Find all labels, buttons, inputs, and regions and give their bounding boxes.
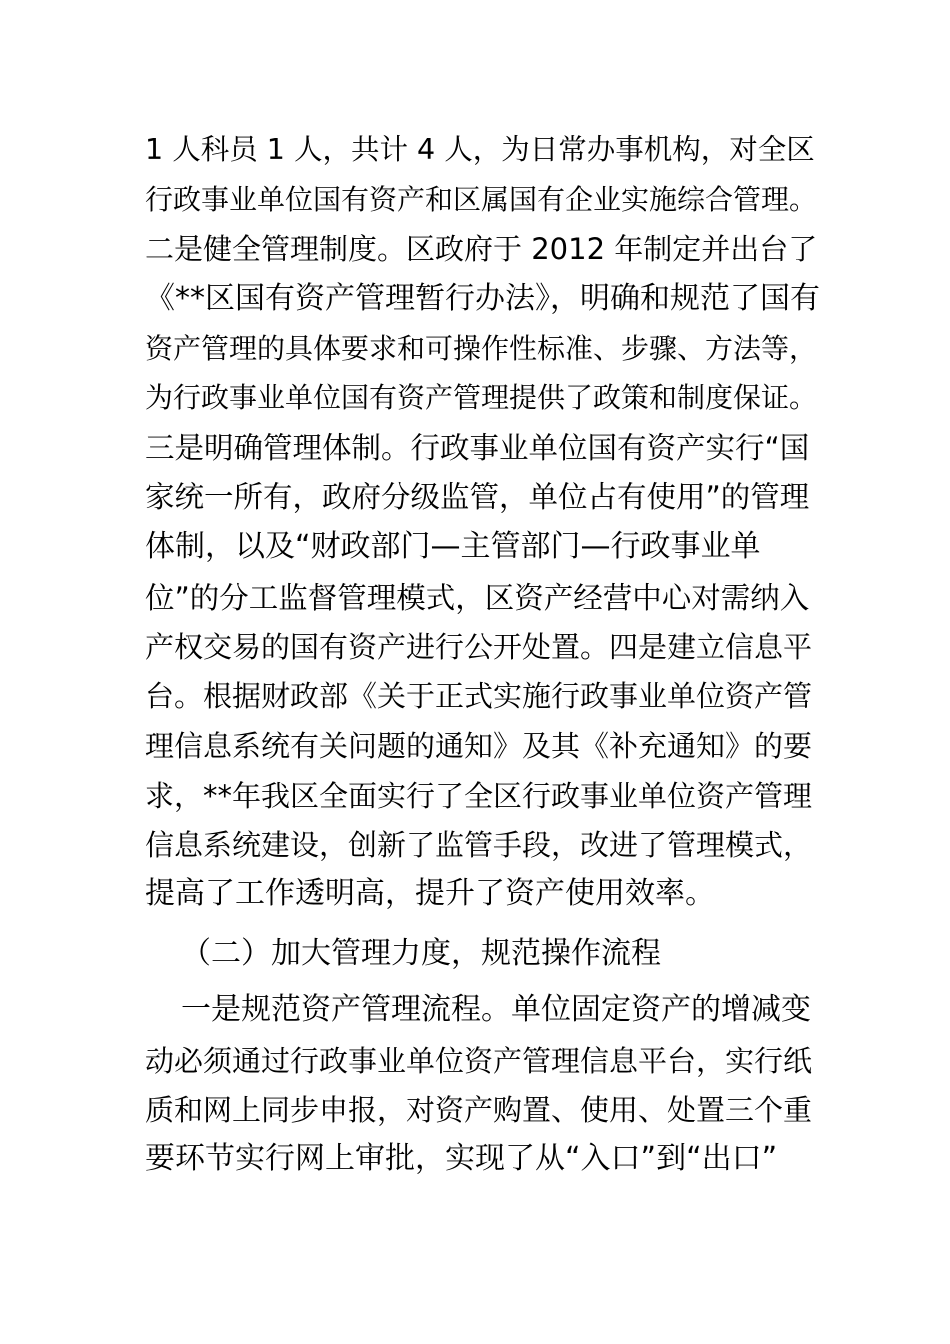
- text-line: 信息系统建设，创新了监管手段，改进了管理模式，: [145, 828, 813, 862]
- text-line: 1 人科员 1 人，共计 4 人，为日常办事机构，对全区: [145, 133, 815, 166]
- section-heading: （二）加大管理力度，规范操作流程: [181, 936, 661, 971]
- text-line: 产权交易的国有资产进行公开处置。四是建立信息平: [145, 630, 813, 664]
- text-line: 求，**年我区全面实行了全区行政事业单位资产管理: [145, 779, 813, 813]
- text-line: 《**区国有资产管理暂行办法》，明确和规范了国有: [145, 281, 820, 316]
- text-line: 动必须通过行政事业单位资产管理信息平台，实行纸: [145, 1044, 813, 1078]
- text-line: 一是规范资产管理流程。单位固定资产的增减变: [181, 992, 811, 1027]
- text-line: 二是健全管理制度。区政府于 2012 年制定并出台了: [145, 232, 818, 266]
- text-line: 为行政事业单位国有资产管理提供了政策和制度保证。: [145, 381, 818, 414]
- text-line: 三是明确管理体制。行政事业单位国有资产实行“国: [145, 431, 810, 465]
- text-line: 体制，以及“财政部门—主管部门—行政事业单: [145, 529, 761, 564]
- text-line: 位”的分工监督管理模式，区资产经营中心对需纳入: [145, 581, 810, 615]
- text-line: 行政事业单位国有资产和区属国有企业实施综合管理。: [145, 183, 818, 216]
- text-line: 资产管理的具体要求和可操作性标准、步骤、方法等，: [145, 332, 818, 365]
- text-line: 提高了工作透明高，提升了资产使用效率。: [145, 876, 715, 911]
- text-line: 质和网上同步申报，对资产购置、使用、处置三个重: [145, 1093, 813, 1127]
- text-line: 要环节实行网上审批，实现了从“入口”到“出口”: [145, 1141, 778, 1176]
- text-line: 台。根据财政部《关于正式实施行政事业单位资产管: [145, 679, 813, 713]
- text-line: 理信息系统有关问题的通知》及其《补充通知》的要: [145, 729, 813, 763]
- text-line: 家统一所有，政府分级监管，单位占有使用”的管理: [145, 480, 810, 514]
